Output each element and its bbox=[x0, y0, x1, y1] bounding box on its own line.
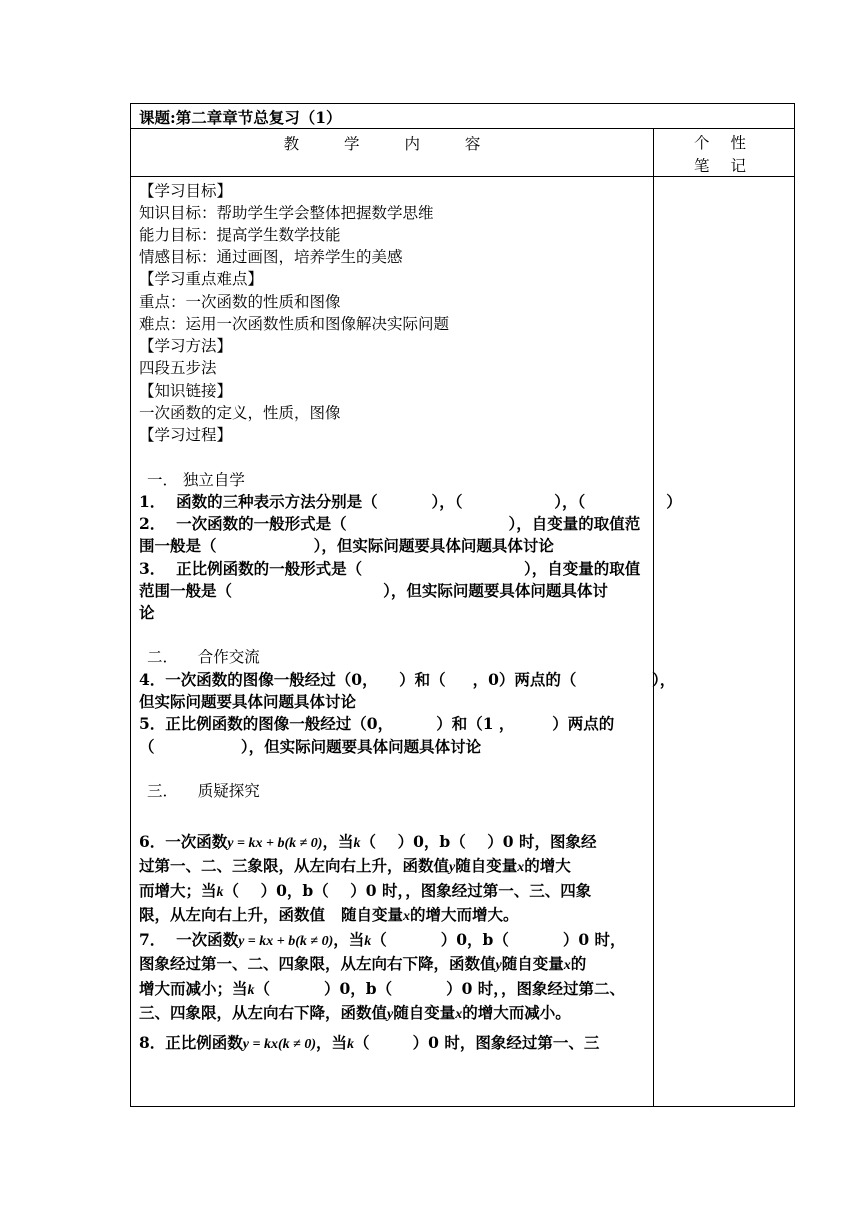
question-8-line-1 bbox=[139, 1031, 599, 1053]
question-5-line-2: （ ），但实际问题要具体问题具体讨论 bbox=[139, 737, 482, 756]
q7-text-j: 随自变量 bbox=[393, 1003, 456, 1022]
difficult-point: 难点：运用一次函数性质和图像解决实际问题 bbox=[139, 315, 450, 333]
method-text: 四段五步法 bbox=[139, 359, 217, 377]
question-6-line-1 bbox=[139, 830, 596, 852]
variable-x: x bbox=[563, 958, 571, 973]
q6-text-i: 限，从左向右上升，函数值 bbox=[139, 905, 326, 924]
proportional-function-formula: y = kx(k ≠ 0) bbox=[242, 1037, 316, 1052]
q7-text-c: （ ）0，b（ ）0 时， bbox=[371, 930, 626, 949]
section-cooperation: 二． 合作交流 bbox=[147, 648, 260, 666]
question-4-line-2: 但实际问题要具体问题具体讨论 bbox=[139, 692, 357, 711]
question-7-line-3 bbox=[139, 977, 625, 999]
q6-text-c: （ ）0，b（ ）0 时，图象经 bbox=[360, 832, 597, 851]
q6-text-h: （ ）0，b（ ）0 时，，图象经过第一、三、四象 bbox=[223, 881, 592, 900]
question-6-line-3 bbox=[139, 879, 591, 901]
linear-function-formula: y = kx + b(k ≠ 0) bbox=[238, 934, 334, 949]
knowledge-link-heading: 【知识链接】 bbox=[139, 382, 233, 400]
knowledge-link-text: 一次函数的定义，性质，图像 bbox=[139, 404, 341, 422]
variable-k: k bbox=[353, 836, 361, 851]
question-7-line-2 bbox=[139, 952, 586, 974]
variable-k: k bbox=[347, 1037, 355, 1052]
title-row bbox=[131, 104, 794, 129]
question-6-line-4 bbox=[139, 903, 519, 925]
q6-text-b: ，当 bbox=[322, 832, 354, 851]
title-main: 第二章章节总复习（ bbox=[175, 108, 316, 127]
q6-text-d: 过第一、二、三象限，从左向右上升，函数值 bbox=[139, 856, 450, 875]
q6-text-j: 随自变量 bbox=[341, 905, 404, 924]
variable-y: y bbox=[449, 860, 456, 875]
variable-x: x bbox=[455, 1007, 463, 1022]
section-inquiry: 三． 质疑探究 bbox=[147, 782, 260, 800]
q6-text-g: 而增大；当 bbox=[139, 881, 217, 900]
q6-text-e: 随自变量 bbox=[455, 856, 518, 875]
title-prefix: 课题: bbox=[139, 108, 176, 127]
lesson-title bbox=[139, 106, 342, 128]
q7-text-f: 的 bbox=[570, 954, 587, 973]
process-heading: 【学习过程】 bbox=[139, 426, 233, 444]
question-3-line-1: 3． 正比例函数的一般形式是（ ），自变量的取值 bbox=[139, 559, 641, 578]
teaching-content-header: 教 学 内 容 bbox=[283, 135, 501, 153]
column-header-row bbox=[131, 129, 794, 177]
q7-text-k: 的增大而减小。 bbox=[462, 1003, 571, 1022]
q7-text-h: （ ）0，b（ ）0 时，，图象经过第二、 bbox=[254, 979, 625, 998]
q8-text-a: 8．正比例函数 bbox=[139, 1033, 243, 1052]
variable-k: k bbox=[216, 885, 224, 900]
title-end: ） bbox=[326, 108, 342, 127]
q7-text-a: 7． 一次函数 bbox=[139, 930, 239, 949]
question-5-line-1: 5．正比例函数的图像一般经过（0， ）和（1 ， ）两点的 bbox=[139, 714, 615, 733]
variable-y: y bbox=[387, 1007, 394, 1022]
learning-goals-heading: 【学习目标】 bbox=[139, 182, 233, 200]
q7-text-e: 随自变量 bbox=[501, 954, 564, 973]
q7-text-g: 增大而减小；当 bbox=[139, 979, 248, 998]
key-points-heading: 【学习重点难点】 bbox=[139, 270, 264, 288]
section-self-study: 一． 独立自学 bbox=[147, 471, 245, 489]
variable-k: k bbox=[247, 983, 255, 998]
question-4-line-1: 4．一次函数的图像一般经过（0， ）和（ ，0）两点的（ ）， bbox=[139, 670, 676, 689]
linear-function-formula: y = kx + b(k ≠ 0) bbox=[227, 836, 323, 851]
variable-y: y bbox=[495, 958, 502, 973]
method-heading: 【学习方法】 bbox=[139, 337, 233, 355]
lesson-table bbox=[130, 103, 795, 1107]
question-7-line-4 bbox=[139, 1001, 571, 1023]
q7-text-i: 三、四象限，从左向右下降，函数值 bbox=[139, 1003, 388, 1022]
notes-header-line-1: 个 性 bbox=[694, 134, 754, 152]
q8-text-c: （ ）0 时，图象经过第一、三 bbox=[354, 1033, 600, 1052]
emotion-goal: 情感目标：通过画图，培养学生的美感 bbox=[139, 248, 403, 266]
question-2-line-1: 2． 一次函数的一般形式是（ ），自变量的取值范 bbox=[139, 514, 641, 533]
notes-header-line-2: 笔 记 bbox=[694, 157, 754, 175]
q8-text-b: ，当 bbox=[316, 1033, 348, 1052]
q7-text-d: 图象经过第一、二、四象限，从左向右下降，函数值 bbox=[139, 954, 496, 973]
question-7-line-1 bbox=[139, 928, 626, 950]
variable-x: x bbox=[403, 909, 411, 924]
q7-text-b: ，当 bbox=[333, 930, 365, 949]
title-number: 1 bbox=[315, 108, 327, 127]
q6-text-f: 的增大 bbox=[524, 856, 571, 875]
question-3-line-3: 论 bbox=[139, 603, 155, 622]
column-divider bbox=[653, 129, 654, 1106]
knowledge-goal: 知识目标：帮助学生学会整体把握数学思维 bbox=[139, 204, 434, 222]
personal-notes-header bbox=[654, 132, 794, 178]
q6-text-k: 的增大而增大。 bbox=[410, 905, 519, 924]
question-2-line-2: 围一般是（ ），但实际问题要具体问题具体讨论 bbox=[139, 536, 554, 555]
variable-k: k bbox=[364, 934, 372, 949]
key-point: 重点：一次函数的性质和图像 bbox=[139, 293, 341, 311]
question-1: 1． 函数的三种表示方法分别是（ ），（ ），（ ） bbox=[139, 492, 682, 511]
ability-goal: 能力目标：提高学生数学技能 bbox=[139, 226, 341, 244]
variable-x: x bbox=[517, 860, 525, 875]
question-3-line-2: 范围一般是（ ），但实际问题要具体问题具体讨 bbox=[139, 581, 608, 600]
question-6-line-2 bbox=[139, 854, 571, 876]
q6-text-a: 6．一次函数 bbox=[139, 832, 228, 851]
